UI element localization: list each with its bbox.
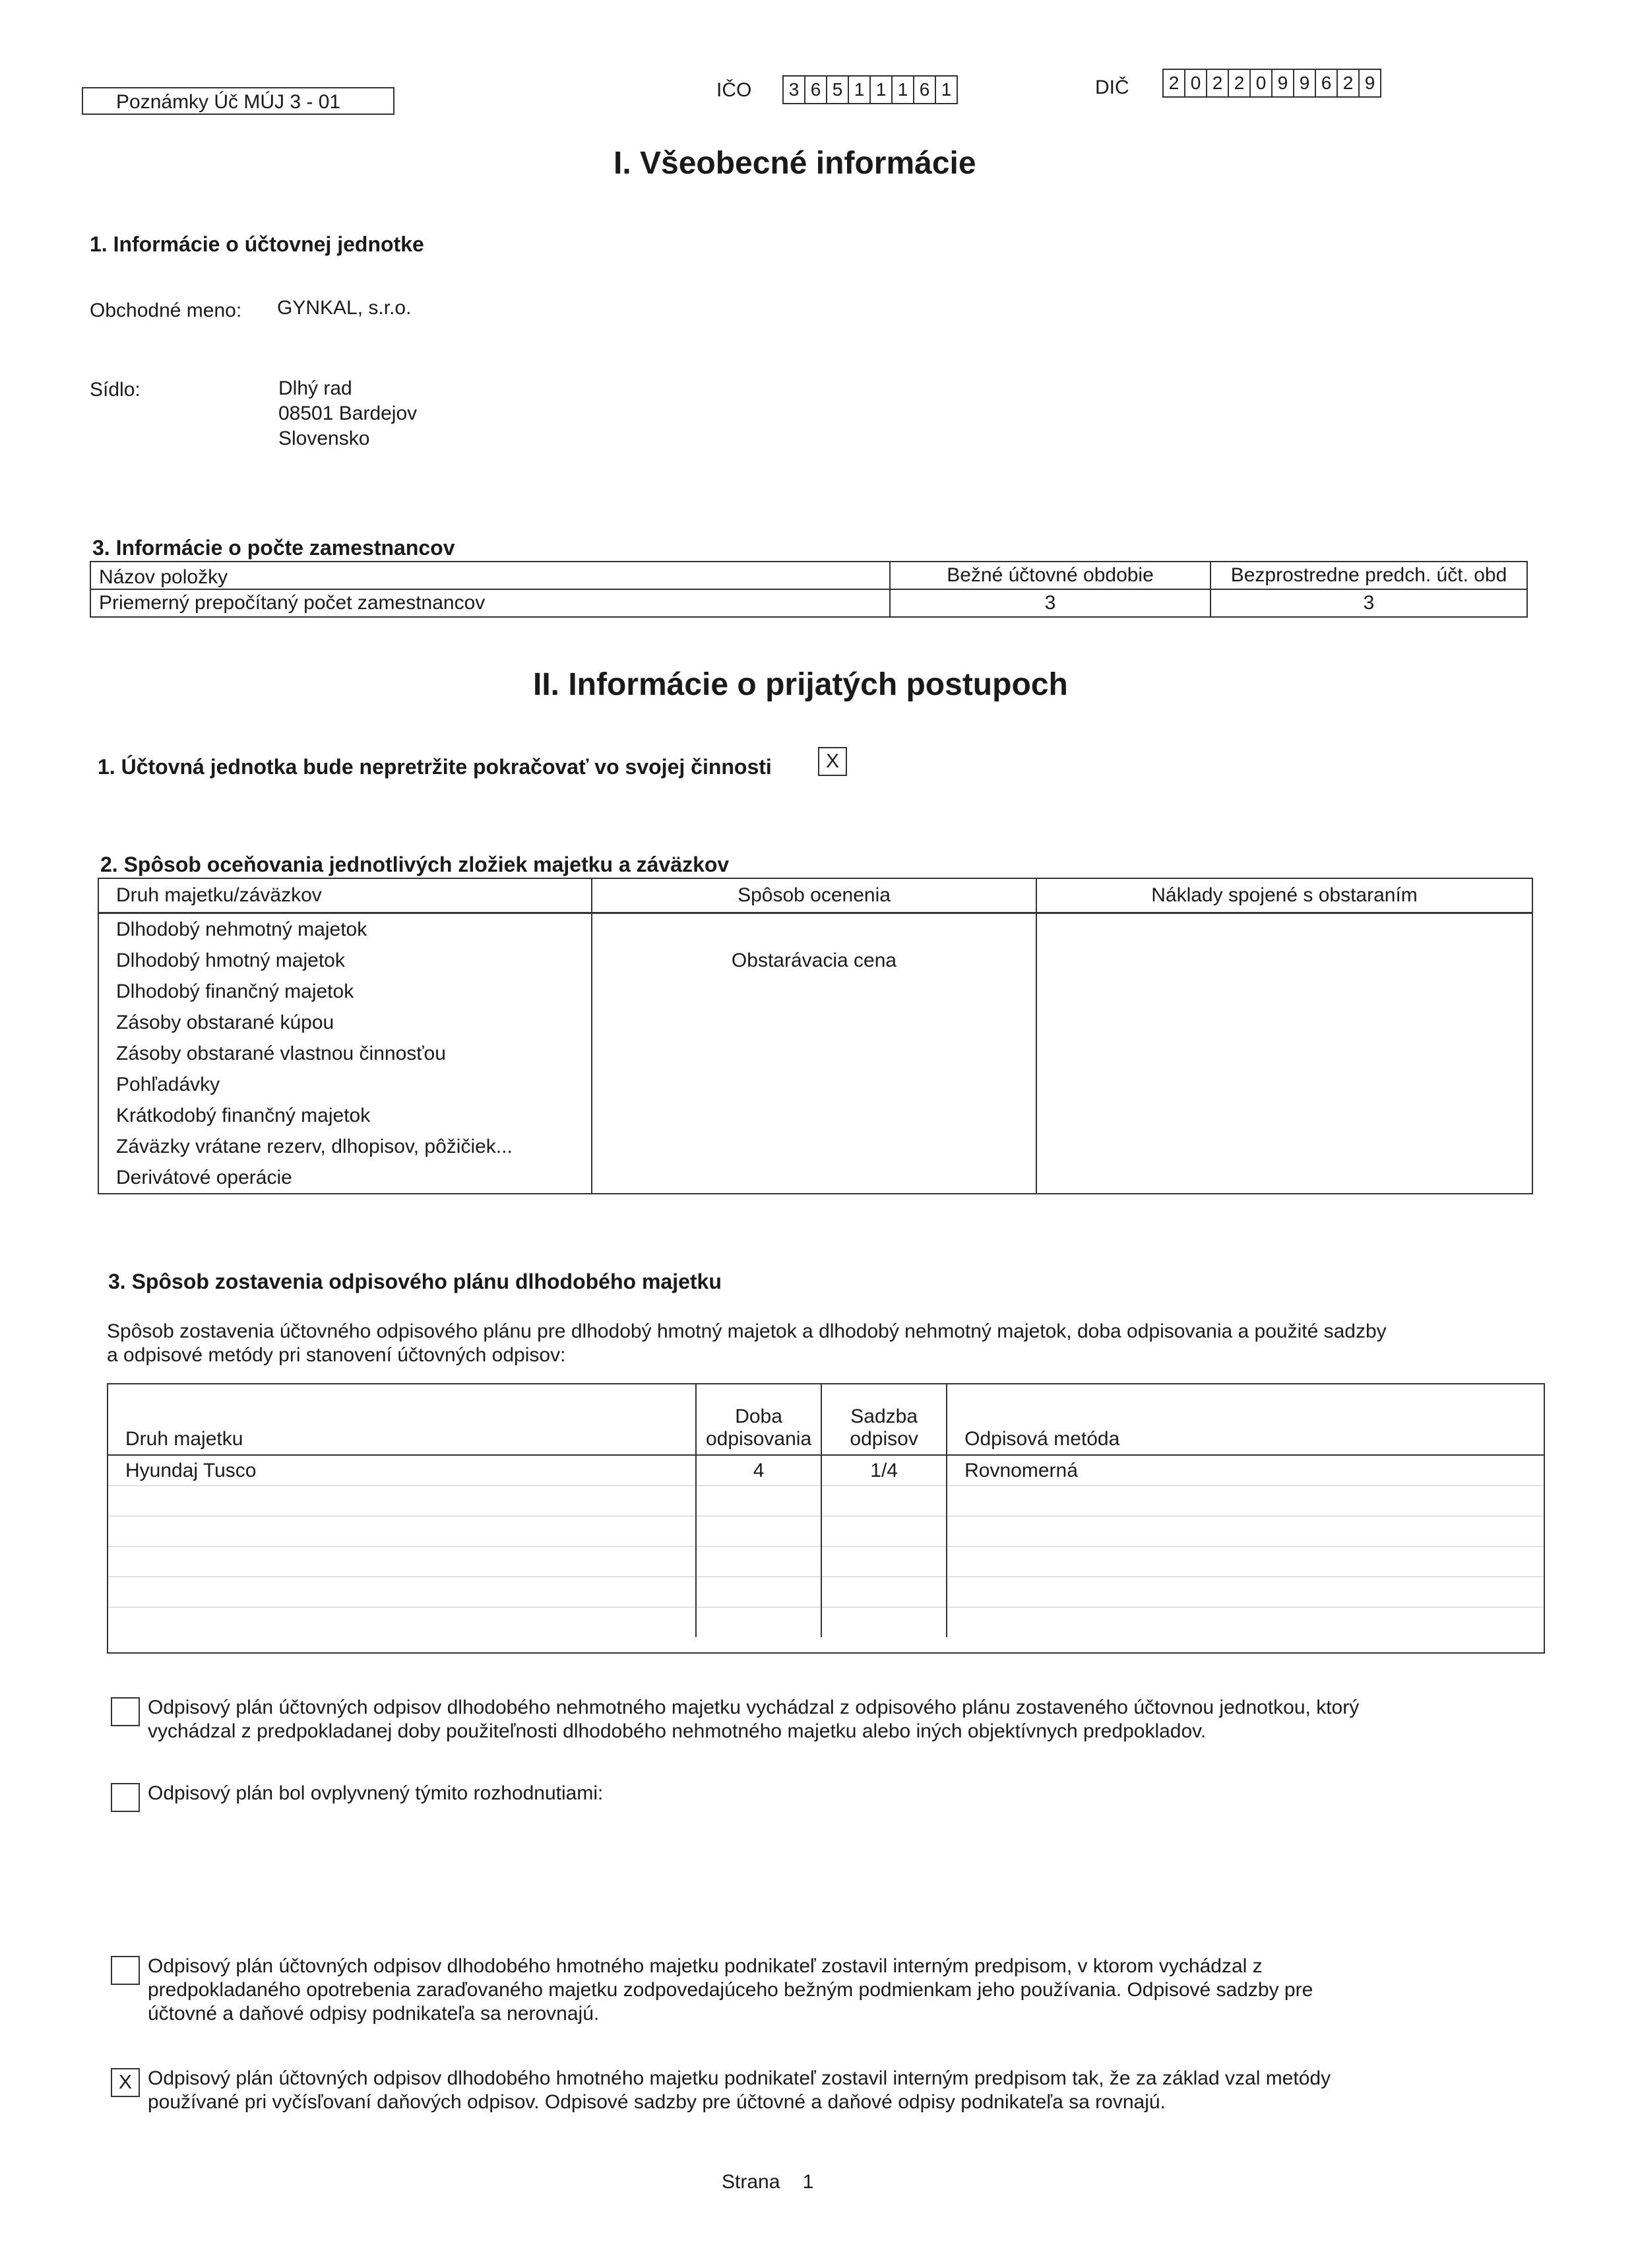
option-text	[148, 1696, 1546, 1743]
dic-digit: 2	[1164, 70, 1185, 96]
dic-digit: 9	[1294, 70, 1316, 96]
col-header-current: Bežné účtovné obdobie	[890, 562, 1211, 589]
employees-heading: 3. Informácie o počte zamestnancov	[92, 536, 455, 560]
depreciation-header-row	[108, 1384, 1544, 1455]
col-header-period-line2: odpisovania	[706, 1428, 812, 1450]
section1-title: I. Všeobecné informácie	[614, 146, 976, 181]
asset-type: Derivátové operácie	[98, 1162, 592, 1194]
acquisition-costs	[1036, 1162, 1532, 1194]
seat-country: Slovensko	[278, 428, 370, 449]
valuation-method	[592, 1100, 1036, 1131]
col-header-rate-line1: Sadzba	[850, 1406, 918, 1427]
table-row	[108, 1516, 1544, 1547]
dic-field	[1162, 69, 1381, 98]
table-row	[98, 1007, 1532, 1038]
employees-header-row	[90, 562, 1527, 589]
dic-digit: 9	[1364, 73, 1375, 93]
seat-address	[278, 376, 417, 451]
valuation-method: Obstarávacia cena	[592, 945, 1036, 976]
ico-digit: 1	[871, 77, 893, 103]
acquisition-costs	[1036, 1131, 1532, 1162]
acquisition-costs	[1036, 1100, 1532, 1131]
option-text	[148, 2067, 1546, 2114]
ico-digit: 3	[784, 77, 805, 103]
option-text-line2: používané pri vyčísľovaní daňových odpisov. Odpisové sadzby pre účtovné a daňové odpisy podnikateľa sa rovnajú.	[148, 2091, 1166, 2113]
option-text-line3: účtovné a daňové odpisy podnikateľa sa nerovnajú.	[148, 2003, 600, 2025]
col-header-period	[696, 1384, 821, 1455]
table-row	[98, 976, 1532, 1007]
asset-rate: 1/4	[821, 1455, 947, 1486]
acquisition-costs	[1036, 1038, 1532, 1069]
option-checkbox[interactable]	[111, 1956, 140, 1985]
asset-type: Dlhodobý hmotný majetok	[98, 945, 592, 976]
valuation-table	[98, 878, 1533, 1194]
table-row	[108, 1486, 1544, 1516]
table-row	[98, 1100, 1532, 1131]
valuation-method	[592, 1007, 1036, 1038]
valuation-method	[592, 1131, 1036, 1162]
option-text	[148, 1782, 1546, 1805]
dic-digit: 0	[1251, 70, 1273, 96]
acquisition-costs	[1036, 945, 1532, 976]
asset-type: Pohľadávky	[98, 1069, 592, 1100]
dic-digit: 2	[1338, 70, 1360, 96]
depreciation-intro-line1: Spôsob zostavenia účtovného odpisového plánu pre dlhodobý hmotný majetok a dlhodobý nehmotný majetok, doba odpisovania a použité sadzby	[107, 1320, 1387, 1342]
option-text-line1: Odpisový plán účtovných odpisov dlhodobého hmotného majetku podnikateľ zostavil interným predpisom, v ktorom vychádzal z	[148, 1955, 1263, 1977]
asset-type: Zásoby obstarané kúpou	[98, 1007, 592, 1038]
ico-digit: 5	[827, 77, 849, 103]
table-row	[98, 1069, 1532, 1100]
depreciation-intro	[107, 1320, 1558, 1367]
col-header-type: Druh majetku/záväzkov	[98, 878, 592, 913]
col-header-rate-line2: odpisov	[850, 1428, 918, 1450]
table-row	[108, 1547, 1544, 1577]
row-previous-value: 3	[1211, 589, 1527, 617]
valuation-method	[592, 913, 1036, 946]
dic-digit: 9	[1273, 70, 1294, 96]
ico-digit: 1	[893, 77, 914, 103]
ico-field	[782, 75, 958, 104]
depreciation-table	[108, 1384, 1544, 1637]
col-header-method: Odpisová metóda	[947, 1384, 1544, 1455]
col-header-item: Názov položky	[90, 562, 890, 589]
acquisition-costs	[1036, 913, 1532, 946]
acquisition-costs	[1036, 976, 1532, 1007]
valuation-table-wrap	[98, 878, 1533, 1194]
company-name-value: GYNKAL, s.r.o.	[277, 297, 412, 319]
dic-label: DIČ	[1095, 77, 1129, 98]
asset-name: Hyundaj Tusco	[108, 1455, 696, 1486]
form-label: Poznámky Úč MÚJ 3 - 01	[82, 87, 394, 115]
valuation-header-row	[98, 878, 1532, 913]
asset-type: Krátkodobý finančný majetok	[98, 1100, 592, 1131]
acquisition-costs	[1036, 1007, 1532, 1038]
page-number: 1	[802, 2171, 814, 2193]
dic-digit: 0	[1185, 70, 1207, 96]
option-text-line2: predpokladaného opotrebenia zaraďovaného majetku zodpovedajúceho bežným podmienkam jeho používania. Odpisové sadzby pre	[148, 1979, 1313, 2001]
col-header-previous: Bezprostredne predch. účt. obd	[1211, 562, 1527, 589]
ico-digit: 6	[805, 77, 827, 103]
depreciation-table-wrap	[107, 1383, 1545, 1654]
asset-period: 4	[696, 1455, 821, 1486]
employees-table	[90, 561, 1528, 618]
dic-digit: 6	[1316, 70, 1338, 96]
table-row	[108, 1577, 1544, 1607]
option-text-line1: Odpisový plán účtovných odpisov dlhodobého hmotného majetku podnikateľ zostavil interným predpisom tak, že za základ vzal metódy	[148, 2067, 1331, 2089]
option-text-line1: Odpisový plán bol ovplyvnený týmito rozhodnutiami:	[148, 1782, 604, 1804]
going-concern-text: 1. Účtovná jednotka bude nepretržite pokračovať vo svojej činnosti	[98, 755, 772, 779]
page-footer	[722, 2171, 813, 2193]
acquisition-costs	[1036, 1069, 1532, 1100]
col-header-asset: Druh majetku	[108, 1384, 696, 1455]
dic-digit: 2	[1207, 70, 1229, 96]
section2-title: II. Informácie o prijatých postupoch	[533, 667, 1068, 702]
ico-digit: 1	[941, 79, 952, 100]
dic-digit: 2	[1229, 70, 1251, 96]
ico-digit: 1	[849, 77, 871, 103]
table-row	[108, 1455, 1544, 1486]
table-row	[108, 1607, 1544, 1638]
ico-label: IČO	[716, 79, 752, 101]
valuation-method	[592, 976, 1036, 1007]
asset-method: Rovnomerná	[947, 1455, 1544, 1486]
valuation-heading: 2. Spôsob oceňovania jednotlivých zložiek majetku a záväzkov	[100, 853, 730, 876]
option-checkbox[interactable]: X	[111, 2068, 140, 2097]
page-label: Strana	[722, 2171, 780, 2193]
table-row	[98, 1038, 1532, 1069]
option-checkbox[interactable]	[111, 1783, 140, 1812]
asset-type: Dlhodobý nehmotný majetok	[98, 913, 592, 946]
col-header-rate	[821, 1384, 947, 1455]
table-row	[98, 913, 1532, 946]
valuation-method	[592, 1069, 1036, 1100]
table-row	[98, 1162, 1532, 1194]
col-header-method: Spôsob ocenenia	[592, 878, 1036, 913]
seat-city: 08501 Bardejov	[278, 403, 418, 424]
asset-type: Zásoby obstarané vlastnou činnosťou	[98, 1038, 592, 1069]
table-row	[98, 945, 1532, 976]
depreciation-intro-line2: a odpisové metódy pri stanovení účtovných odpisov:	[107, 1344, 566, 1366]
seat-label: Sídlo:	[90, 379, 141, 401]
asset-type: Dlhodobý finančný majetok	[98, 976, 592, 1007]
table-row	[90, 589, 1527, 617]
going-concern-checkbox[interactable]: X	[818, 747, 847, 776]
asset-type: Záväzky vrátane rezerv, dlhopisov, pôžičiek...	[98, 1131, 592, 1162]
option-text-line1: Odpisový plán účtovných odpisov dlhodobého nehmotného majetku vychádzal z odpisového plánu zostaveného účtovnou jednotkou, ktorý	[148, 1697, 1360, 1718]
company-name-label: Obchodné meno:	[90, 300, 242, 321]
row-current-value: 3	[890, 589, 1211, 617]
col-header-period-line1: Doba	[735, 1406, 782, 1427]
company-info-heading: 1. Informácie o účtovnej jednotke	[90, 232, 424, 256]
col-header-costs: Náklady spojené s obstaraním	[1036, 878, 1532, 913]
table-row	[98, 1131, 1532, 1162]
valuation-method	[592, 1038, 1036, 1069]
option-text-line2: vychádzal z predpokladanej doby použiteľnosti dlhodobého nehmotného majetku alebo iných objektívnych predpokladov.	[148, 1720, 1207, 1742]
depreciation-heading: 3. Spôsob zostavenia odpisového plánu dlhodobého majetku	[108, 1270, 722, 1293]
ico-digit: 6	[914, 77, 936, 103]
option-checkbox[interactable]	[111, 1697, 140, 1726]
valuation-method	[592, 1162, 1036, 1194]
row-label: Priemerný prepočítaný počet zamestnancov	[90, 589, 890, 617]
seat-street: Dlhý rad	[278, 377, 352, 399]
option-text	[148, 1955, 1546, 2026]
